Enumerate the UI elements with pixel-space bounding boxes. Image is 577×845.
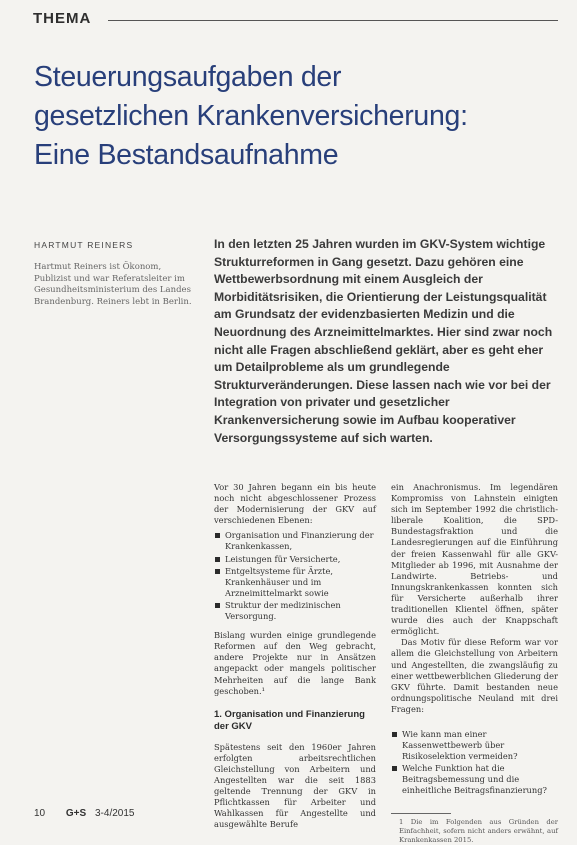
footnote: 1 Die im Folgenden aus Gründen der Einfachheit, sofern nicht anders erwähnt, auf Krankenkassen 2015.	[399, 817, 558, 844]
title-line-1: Steuerungsaufgaben der	[34, 61, 342, 93]
title-line-2: gesetzlichen Krankenversicherung:	[34, 100, 468, 132]
section-label: THEMA	[33, 10, 92, 27]
author-bio: Hartmut Reiners ist Ökonom, Publizist und war Referatsleiter im Gesundheitsministerium des Landes Brandenburg. Reiners lebt in Berlin.	[34, 262, 192, 307]
author-name: HARTMUT REINERS	[34, 240, 134, 250]
right-bullet-list	[391, 729, 558, 797]
footnote-rule	[391, 813, 451, 814]
section-rule	[108, 20, 558, 21]
left-bullet-item: Struktur der medizinischen Versorgung.	[214, 600, 376, 622]
right-paragraph-1: ein Anachronismus. Im legendären Kompromiss von Lahnstein einigten sich im September 1992 die christlich-liberale Koalition, die SPD-Bundestagsfraktion und die Landesregierungen auf die Einführung der freien Kassenwahl für alle GKV-Mitglieder ab 1996, mit Ausnahme der Landwirte. Betriebs- und Innungskrankenkassen konnten sich für Versicherte außerhalb ihrer traditionellen Klientel öffnen, später wurde dies auch der Knappschaft ermöglicht.	[391, 482, 558, 637]
article-title	[34, 58, 564, 175]
left-intro-paragraph: Vor 30 Jahren begann ein bis heute noch nicht abgeschlossener Prozess der Modernisierung der GKV auf verschiedenen Ebenen:	[214, 482, 376, 526]
page-footer	[34, 808, 134, 819]
article-lead: In den letzten 25 Jahren wurden im GKV-System wichtige Strukturreformen in Gang gesetzt. Dazu gehören eine Wettbewerbsordnung mit einem Ausgleich der Morbiditätsrisiken, die Orientierung der Leistungsqualität am Grundsatz der evidenzbasierten Medizin und die Neuordnung des Arzneimittelmarktes. Hier sind zwar noch nicht alle Fragen abschließend geklärt, aber es geht eher um Detailprobleme als um grundlegende Strukturveränderungen. Diese lassen nach wie vor bei der Integration von privater und gesetzlicher Krankenversicherung sowie im Aufbau kooperativer Versorgungssysteme auf sich warten.	[214, 237, 553, 445]
right-bullet-item: Wie kann man einer Kassenwettbewerb über Risikoselektion vermeiden?	[391, 729, 558, 762]
left-bullet-list	[214, 530, 376, 622]
left-bullet-item: Organisation und Finanzierung der Krankenkassen,	[214, 530, 376, 552]
right-bullet-item: Welche Funktion hat die Beitragsbemessung und die einheitliche Beitragsfinanzierung?	[391, 763, 558, 796]
page-number: 10	[34, 808, 46, 819]
right-paragraph-2: Das Motiv für diese Reform war vor allem die Gleichstellung von Arbeitern und Angestellten, die zwangsläufig zu einer wettbewerblichen Gliederung der GKV führte. Damit bestanden neue ordnungspolitische Neuland mit drei Fragen:	[391, 637, 558, 714]
left-bullet-item: Entgeltsysteme für Ärzte, Krankenhäuser und im Arzneimittelmarkt sowie	[214, 566, 376, 599]
issue-number: 3-4/2015	[94, 808, 135, 819]
body-column-right	[391, 482, 558, 845]
body-column-left	[214, 482, 376, 830]
section-heading: 1. Organisation und Finanzierung der GKV	[214, 708, 365, 733]
left-bullet-item: Leistungen für Versicherte,	[214, 554, 376, 565]
left-paragraph-3: Spätestens seit den 1960er Jahren erfolgten arbeitsrechtlichen Gleichstellung von Arbeitern und Angestellten war die seit 1883 geltende Trennung der GKV in Pflichtkassen für Arbeiter und Wahlkassen für Angestellte und ausgewählte Berufe	[214, 741, 376, 830]
left-paragraph-2: Bislang wurden einige grundlegende Reformen auf den Weg gebracht, andere Projekte nur in Ansätzen angepackt oder mangels politischer Mehrheiten auf die lange Bank geschoben.¹	[214, 630, 376, 696]
magazine-name: G+S	[65, 808, 87, 819]
title-line-3: Eine Bestandsaufnahme	[34, 139, 339, 171]
